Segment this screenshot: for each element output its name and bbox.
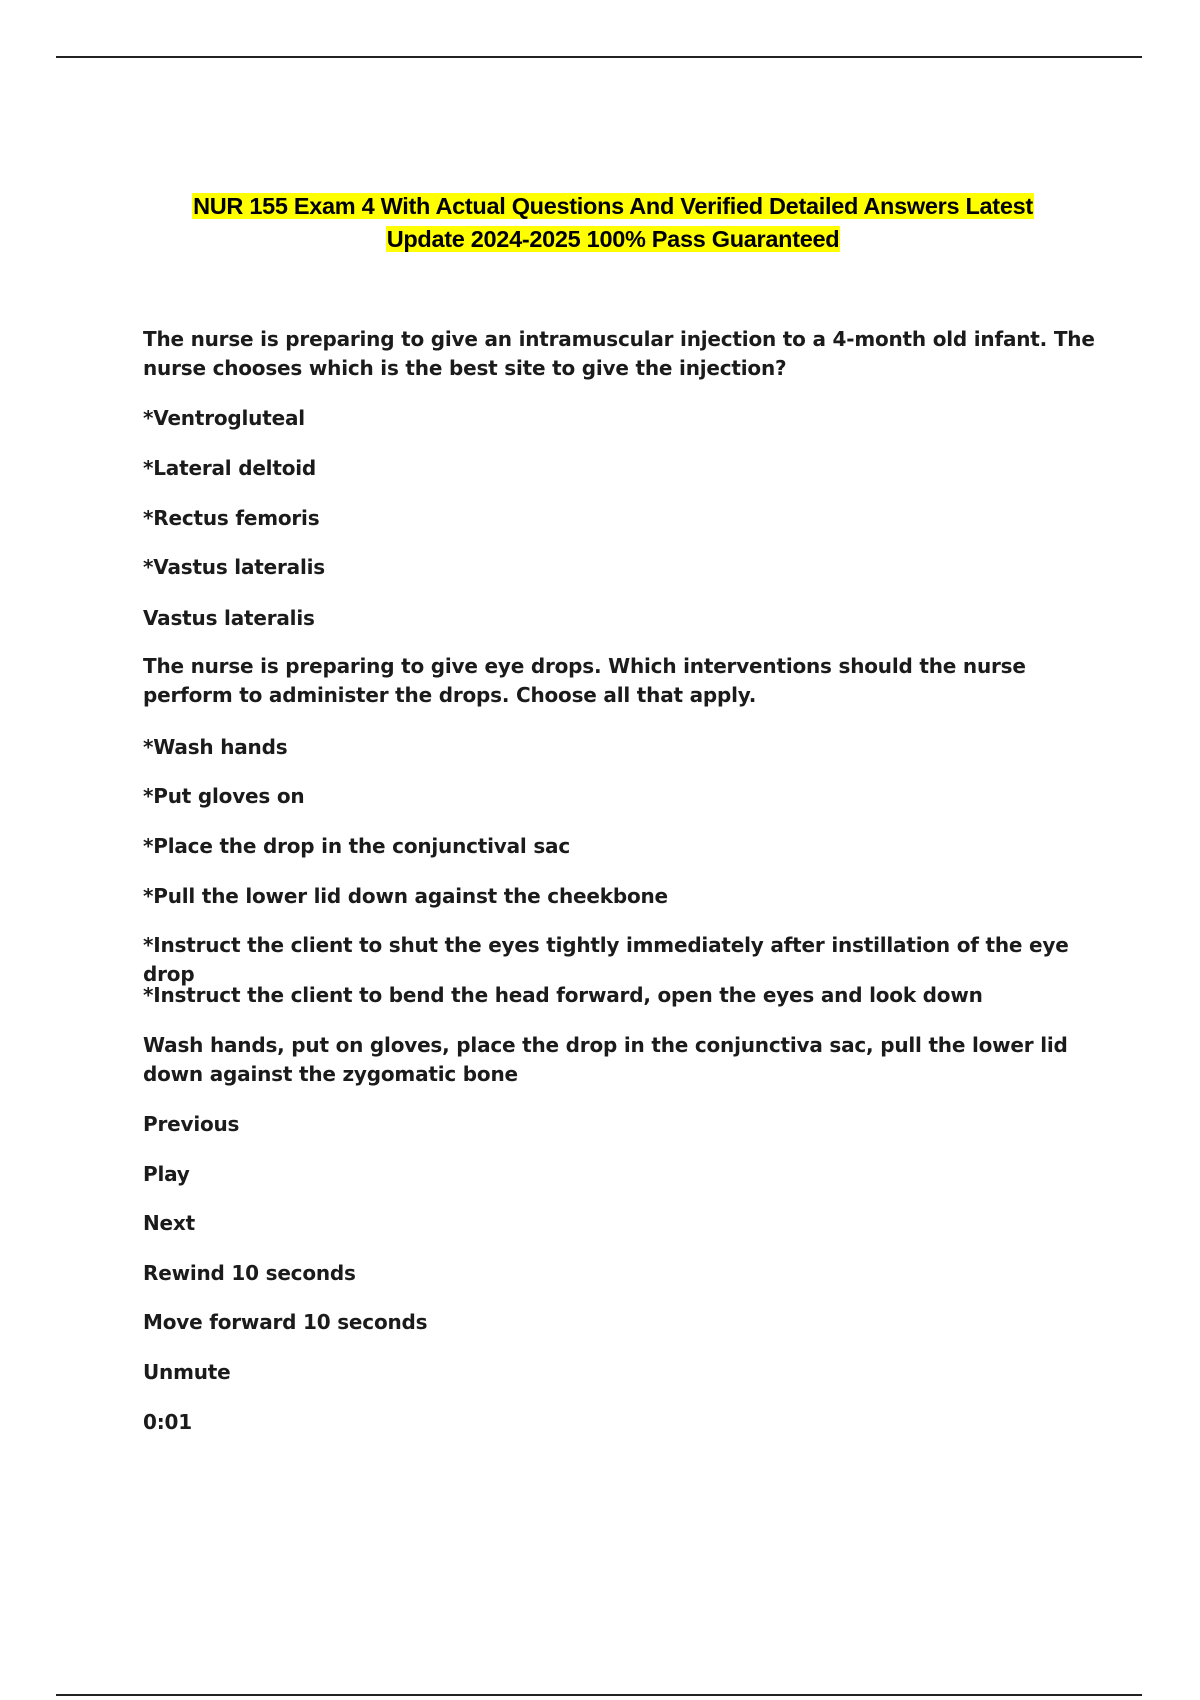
option-lateral-deltoid: *Lateral deltoid <box>143 456 317 480</box>
media-label-forward: Move forward 10 seconds <box>143 1310 428 1334</box>
answer-1: Vastus lateralis <box>143 606 315 630</box>
answer-2: Wash hands, put on gloves, place the drop in the conjunctiva sac, pull the lower lid down against the zygomatic bone <box>143 1033 1068 1086</box>
media-label-next: Next <box>143 1211 195 1235</box>
option-pull-lower-lid: *Pull the lower lid down against the cheekbone <box>143 884 668 908</box>
option-bend-head: *Instruct the client to bend the head forward, open the eyes and look down <box>143 983 983 1007</box>
media-time: 0:01 <box>143 1410 192 1434</box>
header-rule <box>56 56 1142 58</box>
document-title <box>130 190 1096 256</box>
question-2: The nurse is preparing to give eye drops. Which interventions should the nurse perform to administer the drops. Choose all that apply. <box>143 654 1026 707</box>
option-rectus-femoris: *Rectus femoris <box>143 506 320 530</box>
option-wash-hands: *Wash hands <box>143 735 288 759</box>
title-line-1: NUR 155 Exam 4 With Actual Questions And Verified Detailed Answers Latest <box>193 193 1033 219</box>
media-label-unmute: Unmute <box>143 1360 231 1384</box>
media-label-previous: Previous <box>143 1112 240 1136</box>
option-vastus-lateralis: *Vastus lateralis <box>143 555 325 579</box>
question-1: The nurse is preparing to give an intramuscular injection to a 4-month old infant. The nurse chooses which is the best site to give the injection? <box>143 327 1095 380</box>
option-shut-eyes: *Instruct the client to shut the eyes tightly immediately after instillation of the eye drop <box>143 933 1069 986</box>
option-place-drop: *Place the drop in the conjunctival sac <box>143 834 571 858</box>
option-put-gloves-on: *Put gloves on <box>143 784 305 808</box>
media-label-play: Play <box>143 1162 190 1186</box>
title-line-2: Update 2024-2025 100% Pass Guaranteed <box>386 226 840 252</box>
option-ventrogluteal: *Ventrogluteal <box>143 406 305 430</box>
footer-rule <box>56 1694 1142 1696</box>
media-label-rewind: Rewind 10 seconds <box>143 1261 356 1285</box>
